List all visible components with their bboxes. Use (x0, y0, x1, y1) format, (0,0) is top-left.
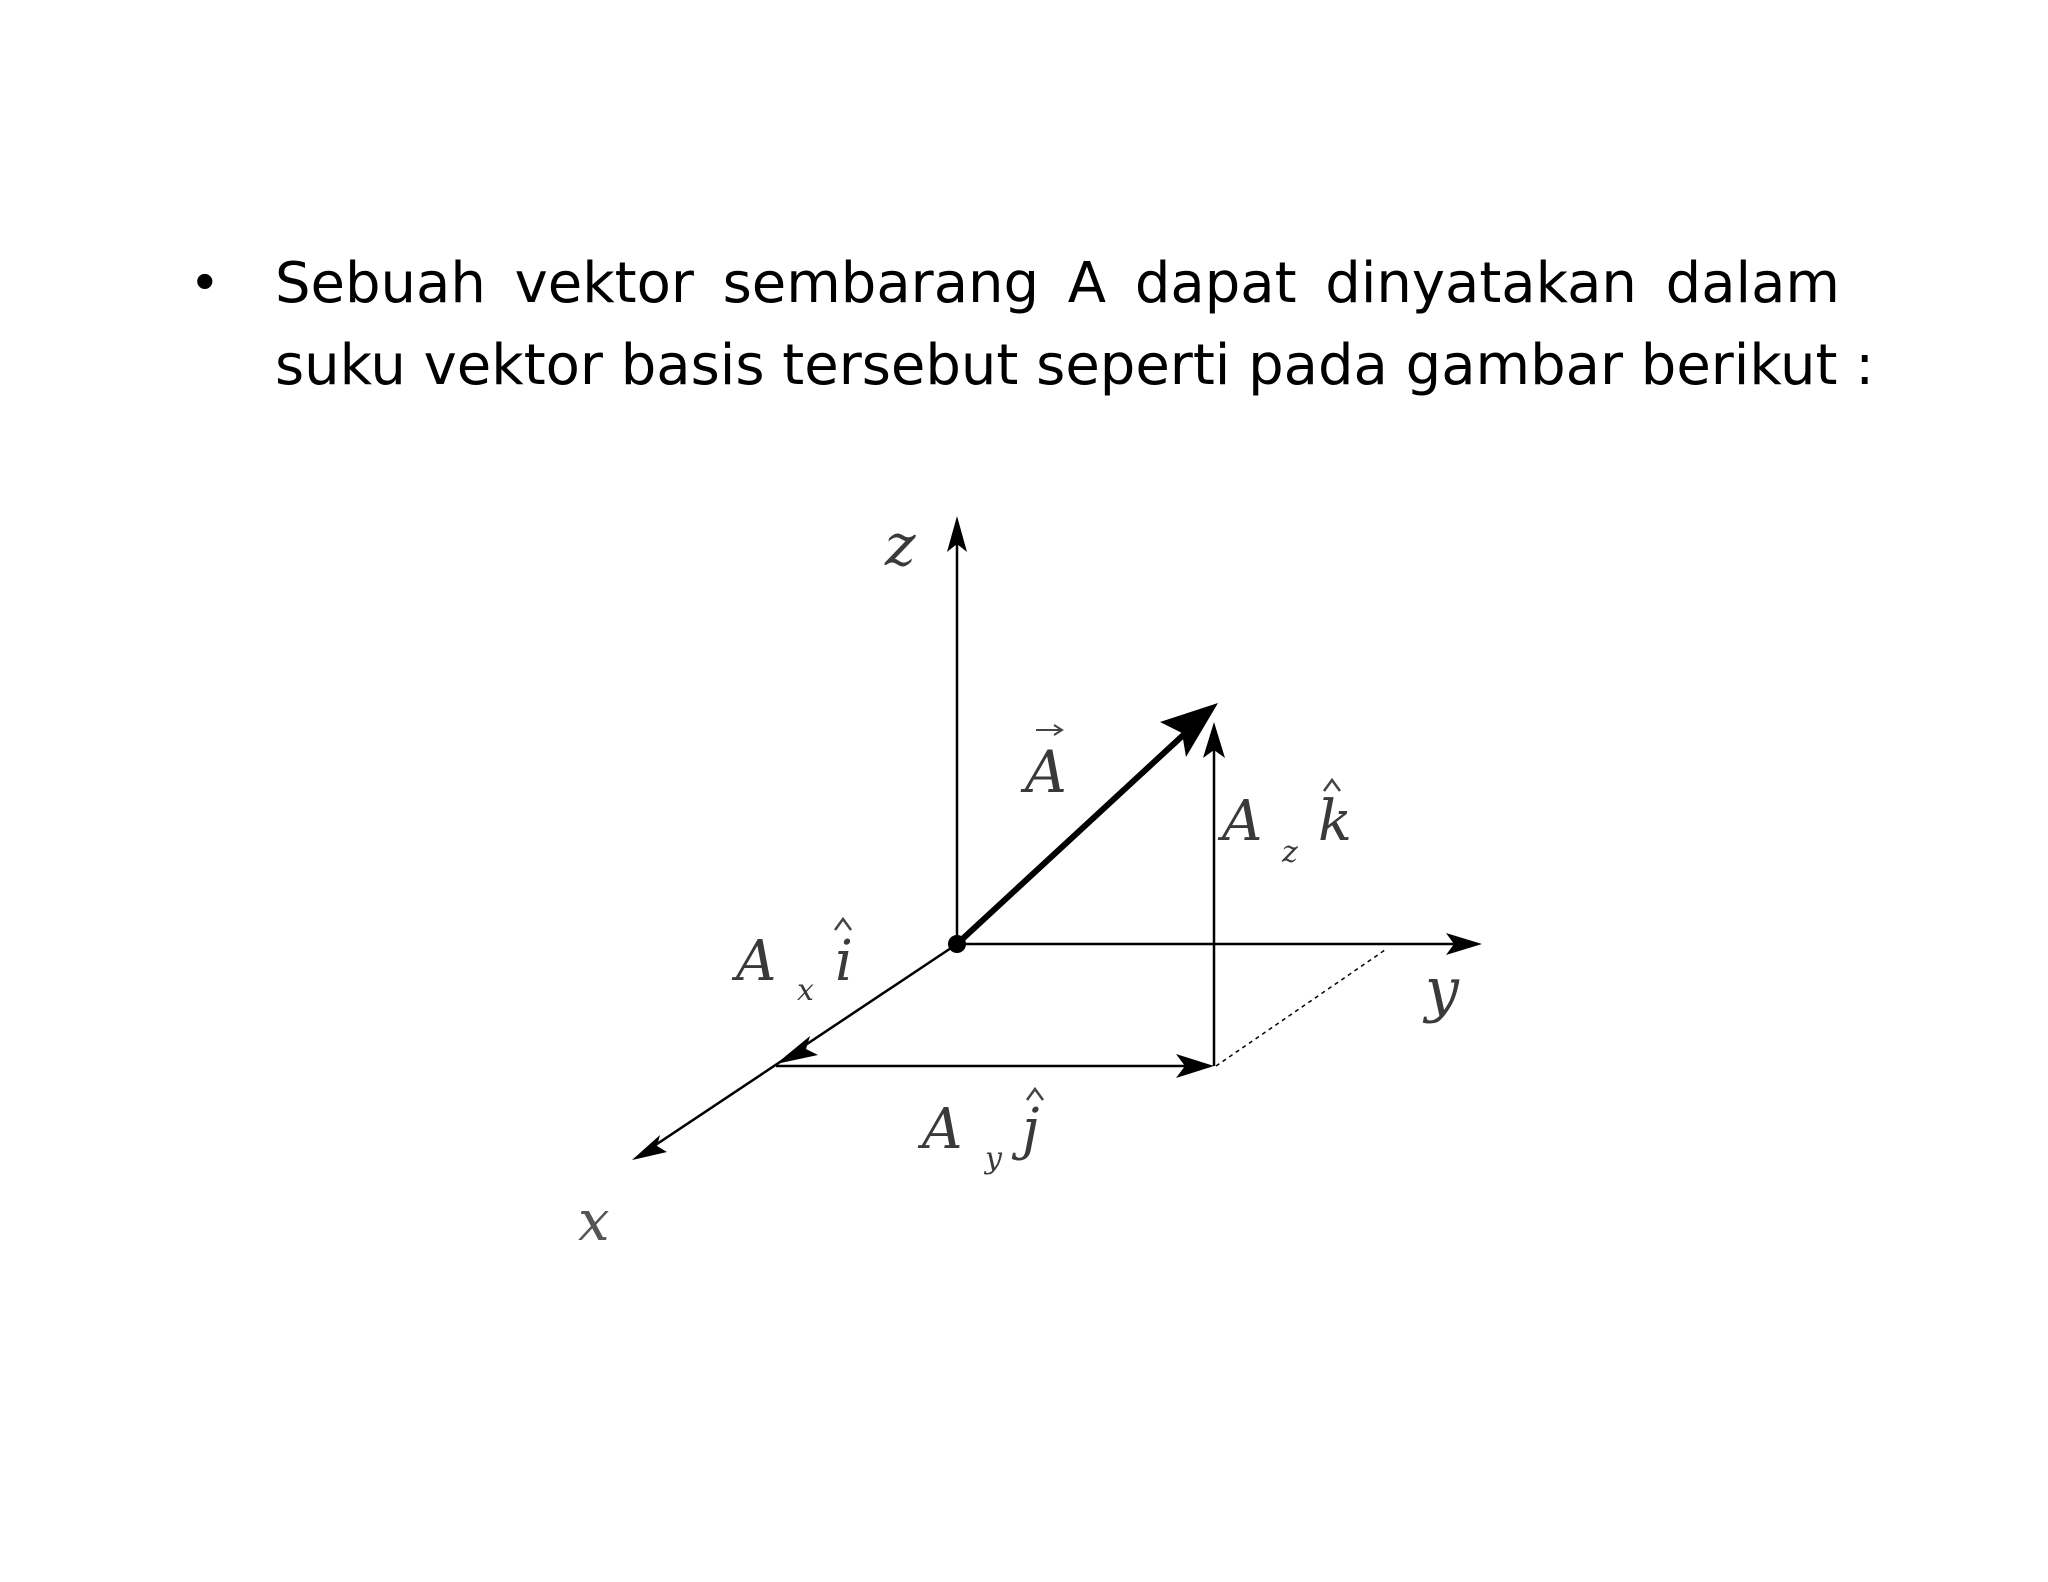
bullet-word: dapat (1134, 251, 1297, 316)
svg-text:y: y (985, 1141, 1002, 1176)
origin-point (948, 935, 966, 953)
ax-i-label (731, 919, 853, 1008)
ay-j-label (917, 1089, 1043, 1176)
bullet-word: dalam (1665, 251, 1840, 316)
svg-text:i: i (835, 929, 853, 994)
z-axis-label: z (885, 511, 916, 579)
x-axis-arrowhead (632, 1135, 667, 1160)
bullet-word: vektor (514, 251, 694, 316)
bullet-icon: • (195, 249, 215, 312)
vector-a-label (1020, 725, 1067, 806)
x-axis-label: x (578, 1189, 610, 1254)
bullet-word: dinyatakan (1325, 251, 1637, 316)
svg-text:z: z (1282, 835, 1298, 870)
svg-text:j: j (1022, 1097, 1040, 1162)
svg-text:x: x (797, 973, 814, 1008)
svg-text:A: A (1025, 738, 1067, 806)
vector-a-overarrow-icon (1036, 725, 1062, 735)
svg-text:A: A (1222, 789, 1263, 854)
y-axis-label: y (1425, 955, 1459, 1025)
svg-text:A: A (736, 929, 777, 994)
bullet-line-2: suku vektor basis tersebut seperti pada gambar berikut : (275, 333, 1875, 398)
bullet-word: A (1067, 251, 1107, 316)
bullet-word: Sebuah (275, 251, 486, 316)
svg-text:k: k (1318, 789, 1352, 854)
bullet-word: sembarang (722, 251, 1040, 316)
dotted-projection-line (1216, 950, 1385, 1066)
az-k-label (1217, 780, 1352, 870)
vector-a-shaft (957, 727, 1192, 944)
svg-text:A: A (922, 1097, 963, 1162)
